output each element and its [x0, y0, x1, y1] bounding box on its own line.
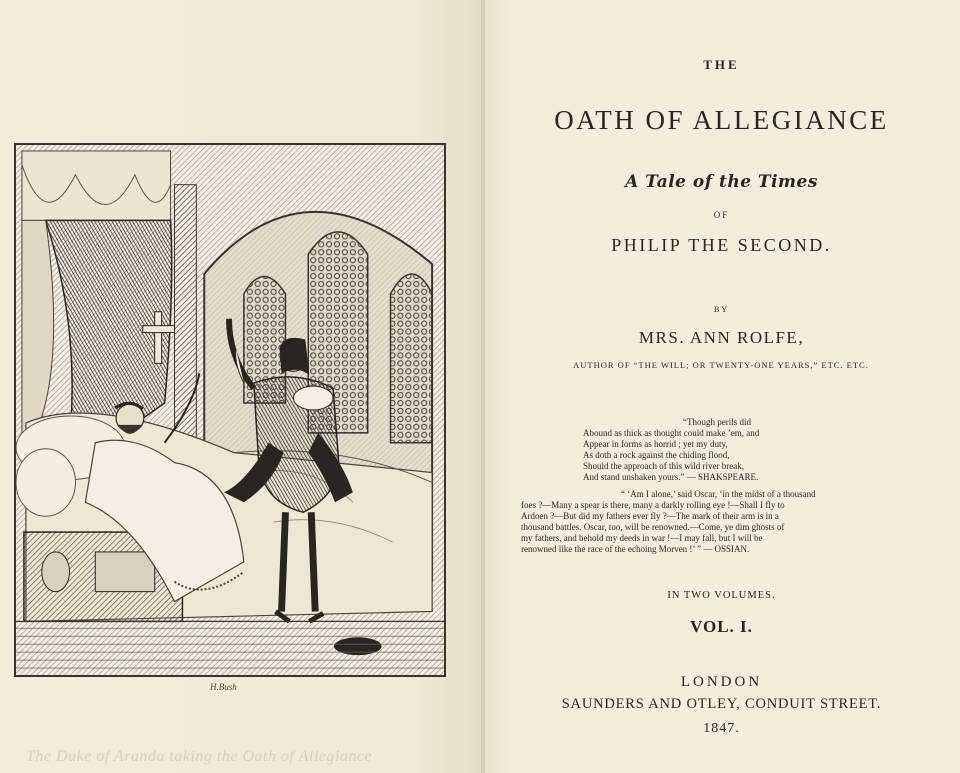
- title-subject: PHILIP THE SECOND.: [611, 235, 832, 255]
- volumes-note: IN TWO VOLUMES.: [667, 590, 776, 601]
- epigraph-attribution: — SHAKSPEARE.: [686, 472, 759, 482]
- book-title: OATH OF ALLEGIANCE: [554, 105, 889, 135]
- imprint-city: LONDON: [680, 674, 763, 690]
- epigraph-line: As doth a rock against the chiding flood,: [583, 450, 730, 460]
- title-of: OF: [713, 210, 730, 220]
- engraving-illustration: [16, 145, 444, 675]
- epigraph-line: renowned like the race of the echoing Morven !’ ” — OSSIAN.: [521, 544, 750, 554]
- epigraph-ossian: [521, 489, 881, 555]
- epigraph-line: Should the approach of this wild river break,: [583, 461, 744, 471]
- epigraph-line: “ ‘Am I alone,’ said Oscar, ‘in the midst of a thousand: [621, 489, 816, 499]
- author-name: MRS. ANN ROLFE,: [638, 328, 805, 347]
- frontispiece-engraving: [14, 143, 446, 677]
- epigraph-shakespeare: [583, 417, 883, 483]
- book-gutter: [481, 0, 485, 773]
- title-by: BY: [713, 305, 730, 314]
- frontispiece-caption: The Duke of Aranda taking the Oath of Allegiance: [26, 748, 373, 765]
- epigraph-line: “Though perils did: [683, 417, 751, 427]
- epigraph-line: Abound as thick as thought could make ’em, and: [583, 428, 760, 438]
- epigraph-line: [583, 472, 883, 483]
- author-credit: AUTHOR OF “THE WILL; OR TWENTY-ONE YEARS,” ETC. ETC.: [573, 360, 869, 370]
- epigraph-line: my fathers, and behold my deeds in war !—I may fall, but I will be: [521, 533, 763, 543]
- title-article: THE: [703, 57, 740, 72]
- epigraph-last-line: And stand unshaken yours.”: [583, 472, 685, 482]
- epigraph-line: foes ?—Many a spear is there, many a darkly rolling eye !—Shall I fly to: [521, 500, 785, 510]
- imprint-publisher: SAUNDERS AND OTLEY, CONDUIT STREET.: [561, 696, 882, 712]
- imprint-year: 1847.: [703, 721, 740, 736]
- epigraph-line: thousand battles. Oscar, too, will be renowned.—Come, ye dim ghosts of: [521, 522, 785, 532]
- epigraph-line: Ardoen ?—But did my fathers ever fly ?—The mark of their arm is in a: [521, 511, 779, 521]
- book-subtitle: A Tale of the Times: [625, 172, 818, 192]
- epigraph-line: Appear in forms as horrid ; yet my duty,: [583, 439, 728, 449]
- engraver-signature: H.Bush: [210, 682, 237, 692]
- volume-number: VOL. I.: [690, 617, 753, 636]
- title-page: [483, 0, 960, 773]
